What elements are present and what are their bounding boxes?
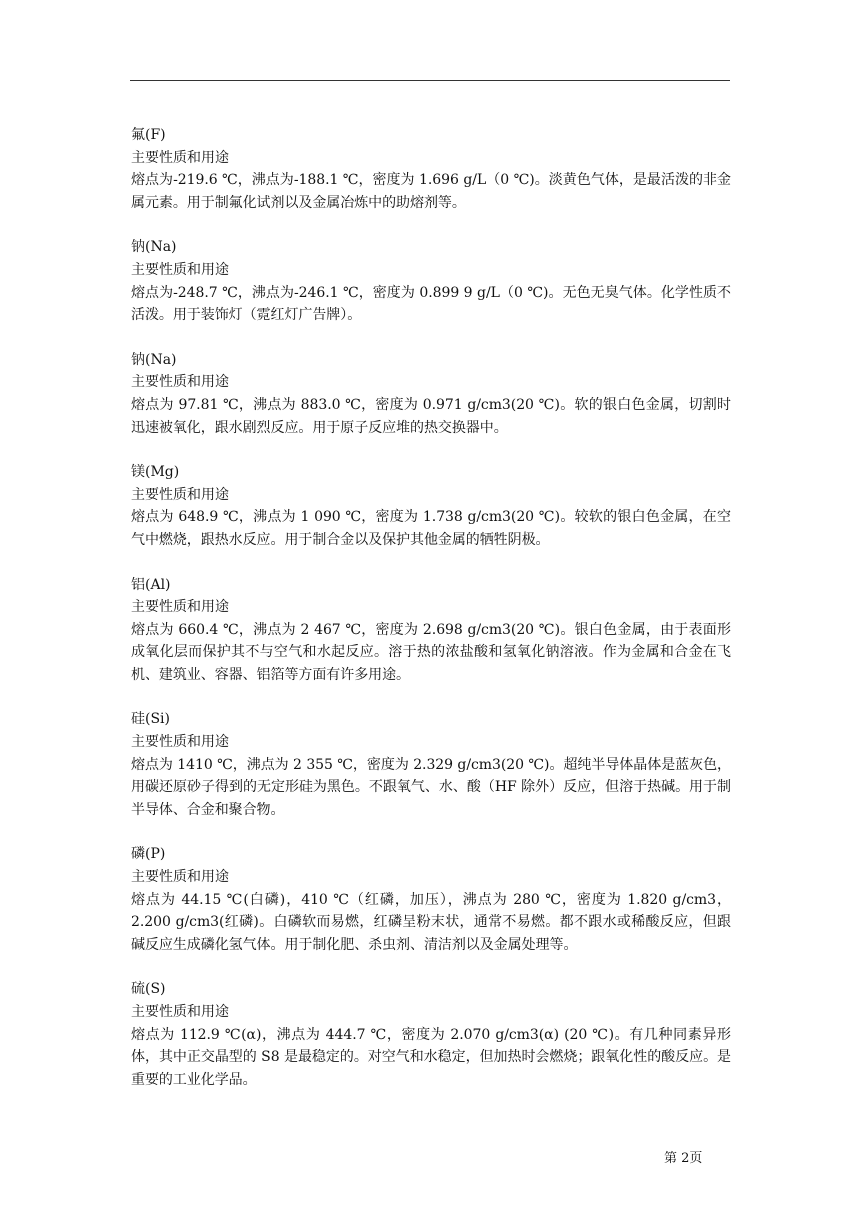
entry-subtitle: 主要性质和用途	[131, 734, 229, 751]
entry-title: 铝(Al)	[131, 576, 171, 593]
header-rule	[130, 80, 730, 81]
entry-subtitle: 主要性质和用途	[131, 599, 229, 616]
element-entry-aluminium	[131, 574, 731, 687]
entry-body: 熔点为 1410 ℃，沸点为 2 355 ℃，密度为 2.329 g/cm3(20 ℃)。超纯半导体晶体是蓝灰色，用碳还原砂子得到的无定形硅为黑色。不跟氧气、水、酸（HF 除外）反应，但溶于热碱。用于制半导体、合金和聚合物。	[131, 756, 731, 818]
page-number: 第 2页	[664, 1151, 703, 1166]
document-body	[131, 124, 731, 1113]
element-entry-silicon	[131, 708, 731, 821]
entry-subtitle: 主要性质和用途	[131, 261, 229, 278]
entry-title: 镁(Mg)	[131, 464, 180, 481]
element-entry-fluorine	[131, 124, 731, 214]
entry-body: 熔点为 660.4 ℃，沸点为 2 467 ℃，密度为 2.698 g/cm3(20 ℃)。银白色金属，由于表面形成氧化层而保护其不与空气和水起反应。溶于热的浓盐酸和氢氧化钠溶液。作为金属和合金在飞机、建筑业、容器、铝箔等方面有许多用途。	[131, 621, 731, 683]
entry-body: 熔点为 112.9 ℃(α)，沸点为 444.7 ℃，密度为 2.070 g/cm3(α) (20 ℃)。有几种同素异形体，其中正交晶型的 S8 是最稳定的。对空气和水稳定，但加热时会燃烧；跟氧化性的酸反应。是重要的工业化学品。	[131, 1026, 731, 1088]
entry-body: 熔点为 648.9 ℃，沸点为 1 090 ℃，密度为 1.738 g/cm3(20 ℃)。较软的银白色金属，在空气中燃烧，跟热水反应。用于制合金以及保护其他金属的牺牲阴极。	[131, 509, 731, 548]
entry-title: 硅(Si)	[131, 711, 170, 728]
entry-title: 磷(P)	[131, 846, 166, 863]
entry-subtitle: 主要性质和用途	[131, 149, 229, 166]
entry-subtitle: 主要性质和用途	[131, 486, 229, 503]
entry-subtitle: 主要性质和用途	[131, 1004, 229, 1020]
entry-body: 熔点为 97.81 ℃，沸点为 883.0 ℃，密度为 0.971 g/cm3(20 ℃)。软的银白色金属，切割时迅速被氧化，跟水剧烈反应。用于原子反应堆的热交换器中。	[131, 396, 731, 436]
entry-title: 钠(Na)	[131, 239, 177, 256]
entry-body: 熔点为 44.15 ℃(白磷)，410 ℃（红磷，加压），沸点为 280 ℃，密度为 1.820 g/cm3，2.200 g/cm3(红磷)。白磷软而易燃，红磷呈粉末状，通常不易燃。都不跟水或稀酸反应，但跟碱反应生成磷化氢气体。用于制化肥、杀虫剂、清洁剂以及金属处理等。	[131, 891, 731, 953]
element-entry-neon	[131, 236, 731, 326]
entry-title: 氟(F)	[131, 127, 166, 143]
entry-title: 钠(Na)	[131, 351, 177, 368]
entry-body: 熔点为-248.7 ℃，沸点为-246.1 ℃，密度为 0.899 9 g/L（0 ℃)。无色无臭气体。化学性质不活泼。用于装饰灯（霓红灯广告牌）。	[131, 284, 731, 324]
element-entry-sulfur	[131, 978, 731, 1091]
entry-subtitle: 主要性质和用途	[131, 374, 229, 391]
element-entry-sodium	[131, 349, 731, 439]
entry-body: 熔点为-219.6 ℃，沸点为-188.1 ℃，密度为 1.696 g/L（0 ℃)。淡黄色气体，是最活泼的非金属元素。用于制氟化试剂以及金属冶炼中的助熔剂等。	[131, 172, 731, 211]
element-entry-magnesium	[131, 461, 731, 551]
entry-title: 硫(S)	[131, 981, 166, 998]
element-entry-phosphorus	[131, 843, 731, 956]
entry-subtitle: 主要性质和用途	[131, 869, 229, 886]
